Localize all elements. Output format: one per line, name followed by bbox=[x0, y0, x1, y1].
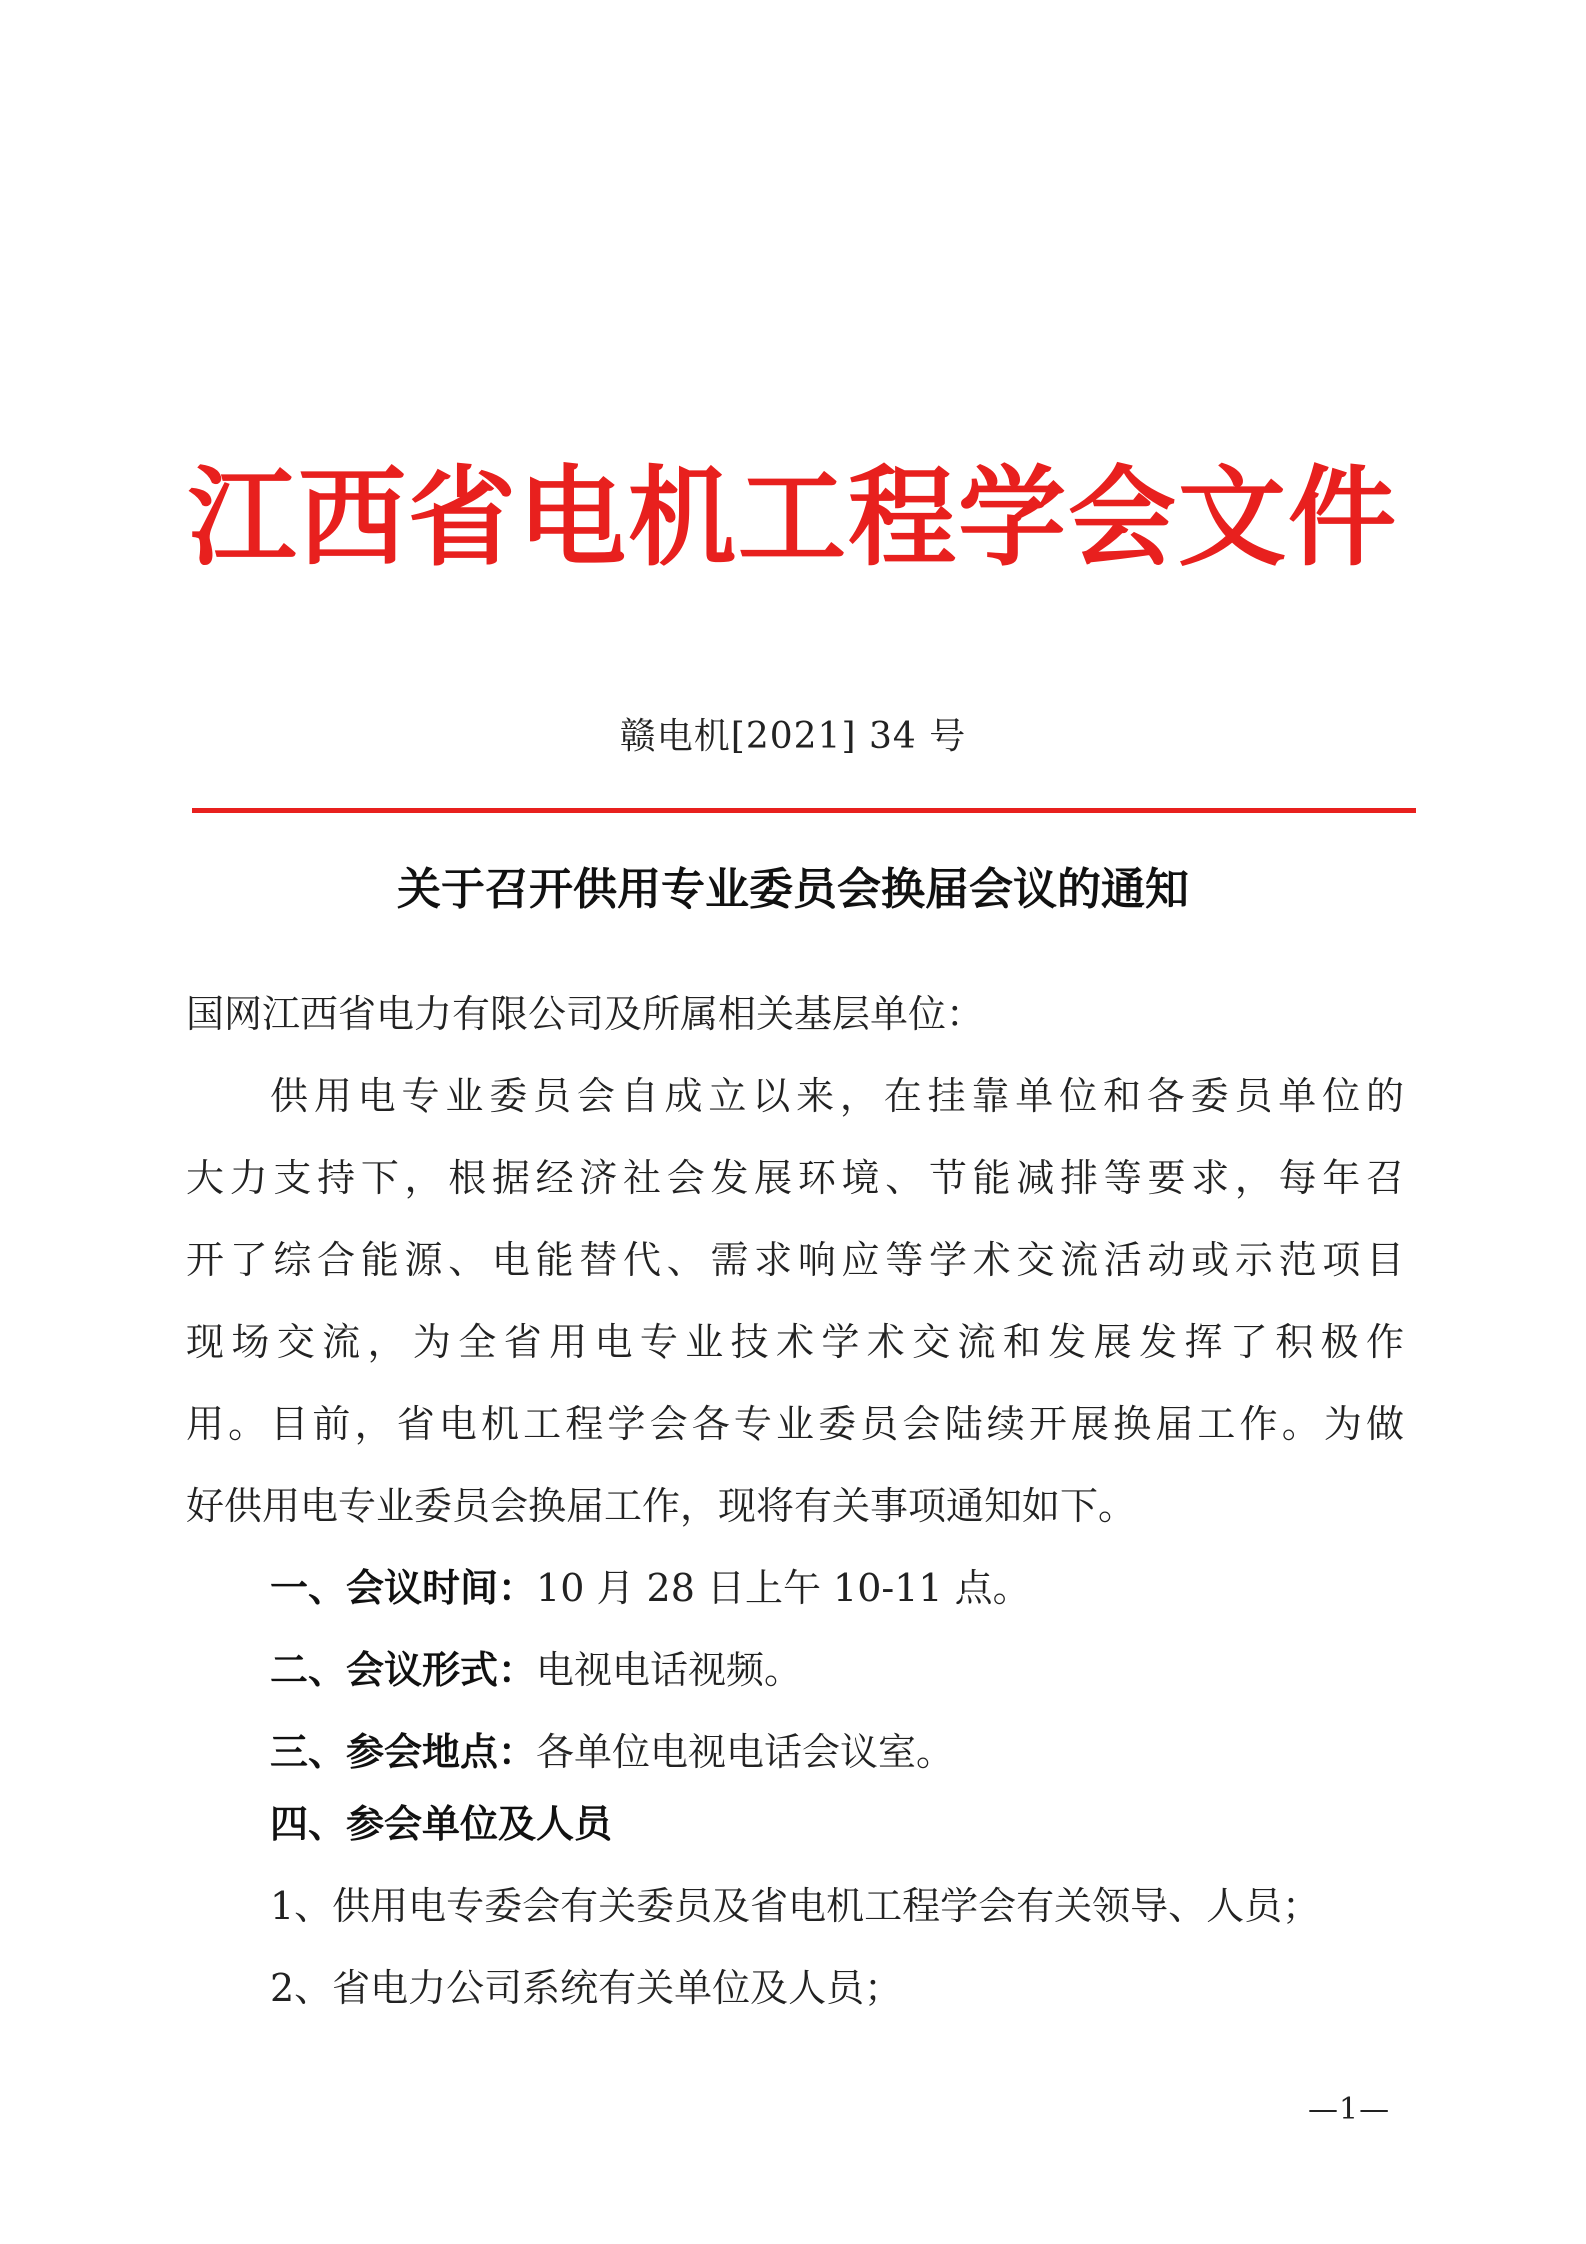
sub-item: 1、供用电专委会有关委员及省电机工程学会有关领导、人员； bbox=[270, 1884, 1321, 1928]
document-number: 赣电机[2021] 34 号 bbox=[619, 716, 967, 757]
item-meeting-location bbox=[270, 1724, 954, 1780]
red-divider-rule bbox=[192, 808, 1416, 813]
item-meeting-time bbox=[270, 1560, 1031, 1616]
sub-item: 2、省电力公司系统有关单位及人员； bbox=[270, 1966, 903, 2010]
notice-title: 关于召开供用专业委员会换届会议的通知 bbox=[397, 864, 1189, 915]
item-text: 各单位电视电话会议室。 bbox=[536, 1730, 955, 1774]
paragraph-line: 供用电专业委员会自成立以来，在挂靠单位和各委员单位的 bbox=[270, 1074, 1404, 1118]
item-label: 四、参会单位及人员 bbox=[270, 1802, 613, 1846]
paragraph-line: 好供用电专业委员会换届工作，现将有关事项通知如下。 bbox=[186, 1484, 1137, 1528]
paragraph-line: 现场交流，为全省用电专业技术学术交流和发展发挥了积极作 bbox=[186, 1320, 1404, 1364]
item-meeting-format bbox=[270, 1642, 802, 1698]
item-text: 电视电话视频。 bbox=[536, 1648, 803, 1692]
item-label: 二、会议形式： bbox=[270, 1648, 537, 1692]
item-label: 三、参会地点： bbox=[270, 1730, 537, 1774]
page-number: —1— bbox=[1308, 2092, 1391, 2127]
paragraph-line: 开了综合能源、电能替代、需求响应等学术交流活动或示范项目 bbox=[186, 1238, 1404, 1282]
paragraph-line: 大力支持下，根据经济社会发展环境、节能减排等要求，每年召 bbox=[186, 1156, 1404, 1200]
item-participants-heading bbox=[270, 1796, 612, 1852]
item-label: 一、会议时间： bbox=[270, 1566, 537, 1610]
item-text: 10 月 28 日上午 10-11 点。 bbox=[536, 1566, 1031, 1610]
paragraph-line: 用。目前，省电机工程学会各专业委员会陆续开展换届工作。为做 bbox=[186, 1402, 1404, 1446]
addressee: 国网江西省电力有限公司及所属相关基层单位： bbox=[186, 992, 985, 1036]
org-masthead-title: 江西省电机工程学会文件 bbox=[187, 455, 1398, 581]
